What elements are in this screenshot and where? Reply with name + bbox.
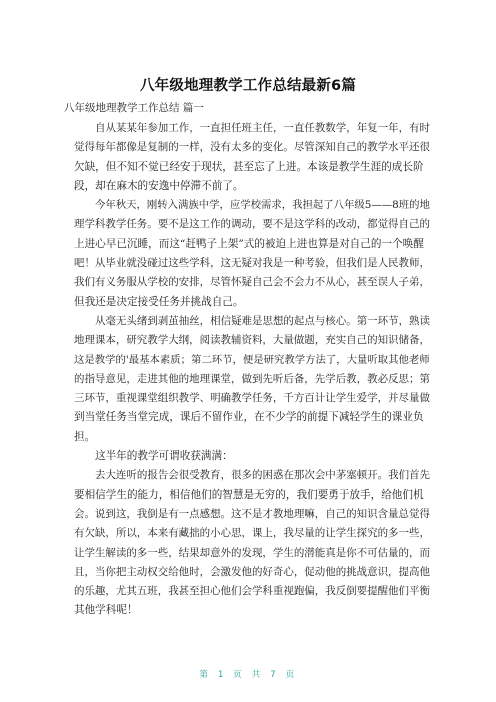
document-title: 八年级地理教学工作总结最新6篇 bbox=[139, 78, 357, 94]
text-line: 这是教学的'最基本素质；第二环节，便是研究教学方法了，大量听取其他老师 bbox=[74, 353, 430, 366]
paragraph bbox=[74, 447, 430, 466]
paragraph bbox=[74, 196, 430, 312]
text-line: 我们有义务服从学校的安排，尽管怀疑自己会不会力不从心，甚至误人子弟， bbox=[74, 276, 430, 289]
document-body bbox=[74, 119, 430, 621]
text-line: 上进心早已沉睡，而这“赶鸭子上架”式的被迫上进也算是对自己的一个唤醒 bbox=[74, 237, 424, 250]
text-line: 让学生解读的多一些，结果却意外的发现，学生的潜能真是你不可估量的，而 bbox=[74, 546, 430, 559]
paragraph bbox=[74, 466, 430, 620]
paragraph bbox=[74, 119, 430, 196]
text-line: 的乐趣，尤其五班，我甚至担心他们会学科重视跑偏，我反倒要提醒他们平衡 bbox=[74, 585, 430, 598]
text-line: 理学科教学任务。要不是这工作的调动，要不是这学科的改动，都觉得自己的 bbox=[74, 218, 430, 231]
text-line: 吧！从毕业就没碰过这些学科，这无疑对我是一种考验，但我们是人民教师， bbox=[74, 257, 430, 270]
text-line: 这半年的教学可谓收获满满： bbox=[95, 450, 233, 463]
text-line: 到当堂任务当堂完成，课后不留作业，在不少学的前提下减轻学生的课业负 bbox=[74, 411, 424, 424]
text-line: 三环节，重视课堂组织教学、明确教学任务，千方百计让学生爱学，并尽量做 bbox=[74, 392, 430, 405]
paragraph bbox=[74, 312, 430, 447]
text-line: 地理课本，研究教学大纲，阅读教辅资料，大量做题，充实自己的知识储备， bbox=[74, 334, 430, 347]
text-line: 有欠缺，所以，本来有藏拙的小心思，课上，我尽量的让学生探究的多一些， bbox=[74, 527, 430, 540]
text-line: 其他学科呢！ bbox=[74, 604, 138, 617]
text-line: 且，当你把主动权交给他时，会激发他的好奇心，促动他的挑战意识，提高他 bbox=[74, 565, 430, 578]
text-line: 但我还是决定接受任务并挑战自己。 bbox=[74, 295, 244, 308]
page-number-footer: 第 1 页 共 7 页 bbox=[199, 670, 297, 680]
text-line: 段，却在麻木的安逸中停滞不前了。 bbox=[74, 179, 244, 192]
section-heading: 八年级地理教学工作总结 篇一 bbox=[64, 102, 204, 114]
text-line: 会。说到这，我倒是有一点感想。这不是才教地理嘛，自己的知识含量总觉得 bbox=[74, 507, 430, 520]
text-line: 的指导意见，走进其他的地理课堂，做到先听后备，先学后教，教必反思；第 bbox=[74, 372, 430, 385]
text-line: 欠缺，但不知不觉已经安于现状，甚至忘了上进。本该是教学生涯的成长阶 bbox=[74, 160, 424, 173]
text-line: 要相信学生的能力，相信他们的智慧是无穷的，我们要勇于放手，给他们机 bbox=[74, 488, 424, 501]
text-line: 从毫无头绪到剥茧抽丝，相信疑难是思想的起点与核心。第一环节，熟读 bbox=[95, 314, 430, 327]
text-line: 觉得每年都像是复制的一样，没有太多的变化。尽管深知自己的教学水平还很 bbox=[74, 141, 430, 154]
text-line: 今年秋天，刚转入满族中学，应学校需求，我担起了八年级5——8班的地 bbox=[95, 199, 430, 212]
text-line: 自从某某年参加工作，一直担任班主任，一直任教数学，年复一年，有时 bbox=[95, 122, 430, 134]
text-line: 担。 bbox=[74, 430, 96, 443]
text-line: 去大连听的报告会很受教育，很多的困惑在那次会中茅塞顿开。我们首先 bbox=[95, 469, 430, 482]
